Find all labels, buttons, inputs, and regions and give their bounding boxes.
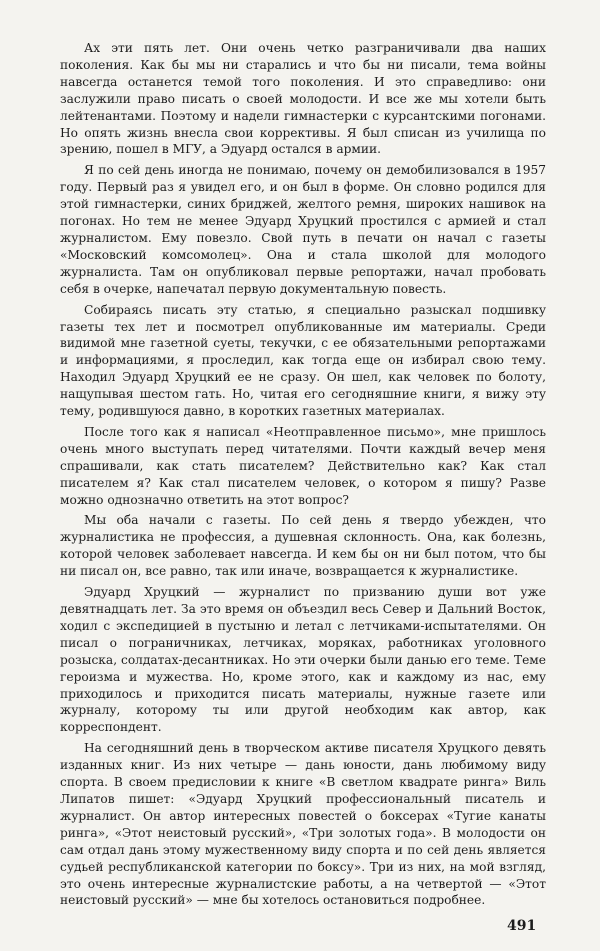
paragraph-7: На сегодняшний день в творческом активе писателя Хруцкого девять изданных книг. Из них четыре — дань юности, дань любимому виду спорта. В своем предисловии к книге «В светлом квадрате ринга» Виль Липатов пишет: «Эдуард Хруцкий профессиональный писатель и журналист. Он автор интересных повестей о боксерах «Тугие канаты ринга», «Этот неистовый русский», «Три золотых года». В молодости он сам отдал дань этому мужественному виду спорта и по сей день является судьей республиканской категории по боксу». Три из них, на мой взгляд, это очень интересные журналистские работы, а на четвертой — «Этот неистовый русский» — мне бы хотелось остановиться подробнее. bbox=[60, 741, 546, 908]
paragraph-1: Ах эти пять лет. Они очень четко разграничивали два наших поколения. Как бы мы ни старались и что бы ни писали, тема войны навсегда останется темой того поколения. И это справедливо: они заслужили право писать о своей молодости. И все же мы хотели быть лейтенантами. Поэтому и надели гимнастерки с курсантскими погонами. Но опять жизнь внесла свои коррективы. Я был списан из училища по зрению, пошел в МГУ, а Эдуард остался в армии. bbox=[60, 41, 546, 157]
paragraph-2: Я по сей день иногда не понимаю, почему он демобилизовался в 1957 году. Первый раз я увидел его, и он был в форме. Он словно родился для этой гимнастерки, синих бриджей, желтого ремня, широких нашивок на погонах. Но тем не менее Эдуард Хруцкий простился с армией и стал журналистом. Ему повезло. Свой путь в печати он начал с газеты «Московский комсомолец». Она и стала школой для молодого журналиста. Там он опубликовал первые репортажи, начал пробовать себя в очерке, напечатал первую документальную повесть. bbox=[60, 163, 546, 296]
page-number: 491 bbox=[507, 918, 537, 934]
page-body bbox=[60, 40, 546, 913]
paragraph-6: Эдуард Хруцкий — журналист по призванию души вот уже девятнадцать лет. За это время он объездил весь Север и Дальний Восток, ходил с экспедицией в пустыню и летал с летчиками-испытателями. Он писал о пограничниках, летчиках, моряках, работниках уголовного розыска, солдатах-десантниках. Но эти очерки были данью его теме. Теме героизма и мужества. Но, кроме этого, как и каждому из нас, ему приходилось и приходится писать материалы, нужные газете или журналу, которому ты или другой необходим как автор, как корреспондент. bbox=[60, 585, 546, 735]
paragraph-3: Собираясь писать эту статью, я специально разыскал подшивку газеты тех лет и посмотрел опубликованные им материалы. Среди видимой мне газетной суеты, текучки, с ее обязательными репортажами и информациями, я проследил, как тогда еще он избирал свою тему. Находил Эдуард Хруцкий ее не сразу. Он шел, как человек по болоту, нащупывая шестом гать. Но, читая его сегодняшние книги, я вижу эту тему, родившуюся давно, в коротких газетных материалах. bbox=[60, 302, 546, 419]
paragraph-4: После того как я написал «Неотправленное письмо», мне пришлось очень много выступать перед читателями. Почти каждый вечер меня спрашивали, как стать писателем? Действительно как? Как стал писателем я? Как стал писателем человек, о котором я пишу? Разве можно однозначно ответить на этот вопрос? bbox=[60, 424, 546, 507]
paragraph-5: Мы оба начали с газеты. По сей день я твердо убежден, что журналистика не профессия, а душевная склонность. Она, как болезнь, которой человек заболевает навсегда. И кем бы он ни был потом, что бы ни писал он, все равно, так или иначе, возвращается к журналистике. bbox=[60, 513, 546, 579]
